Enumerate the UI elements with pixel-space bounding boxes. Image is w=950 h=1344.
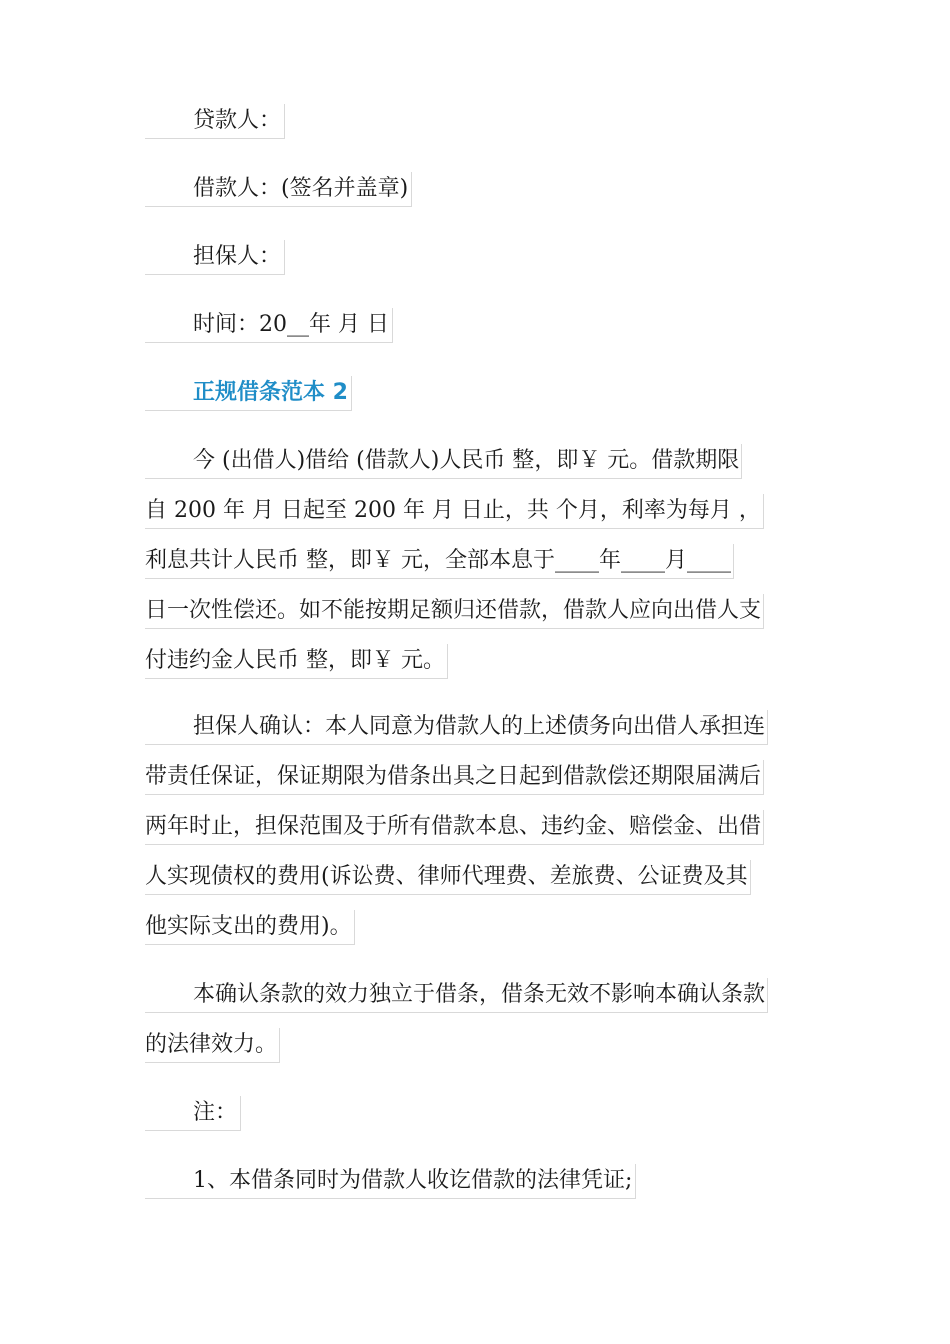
paragraph1-line [145,594,764,629]
paragraph1-line-text: 利息共计人民币 整，即￥ 元，全部本息于____年____月____ [145,548,731,573]
paragraph2-line [145,810,764,845]
section-heading-text: 正规借条范本 2 [193,380,348,405]
date-line [145,308,393,343]
section-heading [145,376,352,411]
notes-label: 注： [193,1100,238,1125]
paragraph2-line [145,910,355,945]
note-item-text: 1、本借条同时为借款人收讫借款的法律凭证; [193,1168,633,1193]
paragraph1-line-text: 自 200 年 月 日起至 200 年 月 日止，共 个月，利率为每月 ， [145,498,761,523]
paragraph2-line-text: 他实际支出的费用)。 [145,914,352,939]
paragraph1-line [145,544,734,579]
paragraph1-line [145,494,764,529]
notes-label-line [145,1096,241,1131]
lender-label: 贷款人： [193,108,282,133]
paragraph3-line [145,1028,280,1063]
guarantor-line [145,240,285,275]
paragraph1-line [145,644,448,679]
paragraph2-line-text: 带责任保证，保证期限为借条出具之日起到借款偿还期限届满后 [145,764,762,789]
note-item [145,1164,636,1199]
paragraph1-line-text: 今 (出借人)借给 (借款人)人民币 整，即￥ 元。借款期限 [193,448,740,473]
lender-line [145,104,285,139]
paragraph1-line-text: 日一次性偿还。如不能按期足额归还借款，借款人应向出借人支 [145,598,762,623]
paragraph1-line [145,444,742,479]
paragraph2-line-text: 担保人确认：本人同意为借款人的上述债务向出借人承担连 [193,714,766,739]
date-label: 时间：20__年 月 日 [193,312,389,337]
paragraph2-line-text: 两年时止，担保范围及于所有借款本息、违约金、赔偿金、出借 [145,814,762,839]
paragraph2-line [145,760,764,795]
borrower-line [145,172,412,207]
paragraph2-line-text: 人实现债权的费用(诉讼费、律师代理费、差旅费、公证费及其 [145,864,748,889]
paragraph3-line-text: 的法律效力。 [145,1032,278,1057]
paragraph3-line-text: 本确认条款的效力独立于借条，借条无效不影响本确认条款 [193,982,766,1007]
borrower-label: 借款人：(签名并盖章) [193,176,409,201]
paragraph1-line-text: 付违约金人民币 整，即￥ 元。 [145,648,445,673]
paragraph3-line [145,978,768,1013]
paragraph2-line [145,860,751,895]
guarantor-label: 担保人： [193,244,282,269]
paragraph2-line [145,710,768,745]
